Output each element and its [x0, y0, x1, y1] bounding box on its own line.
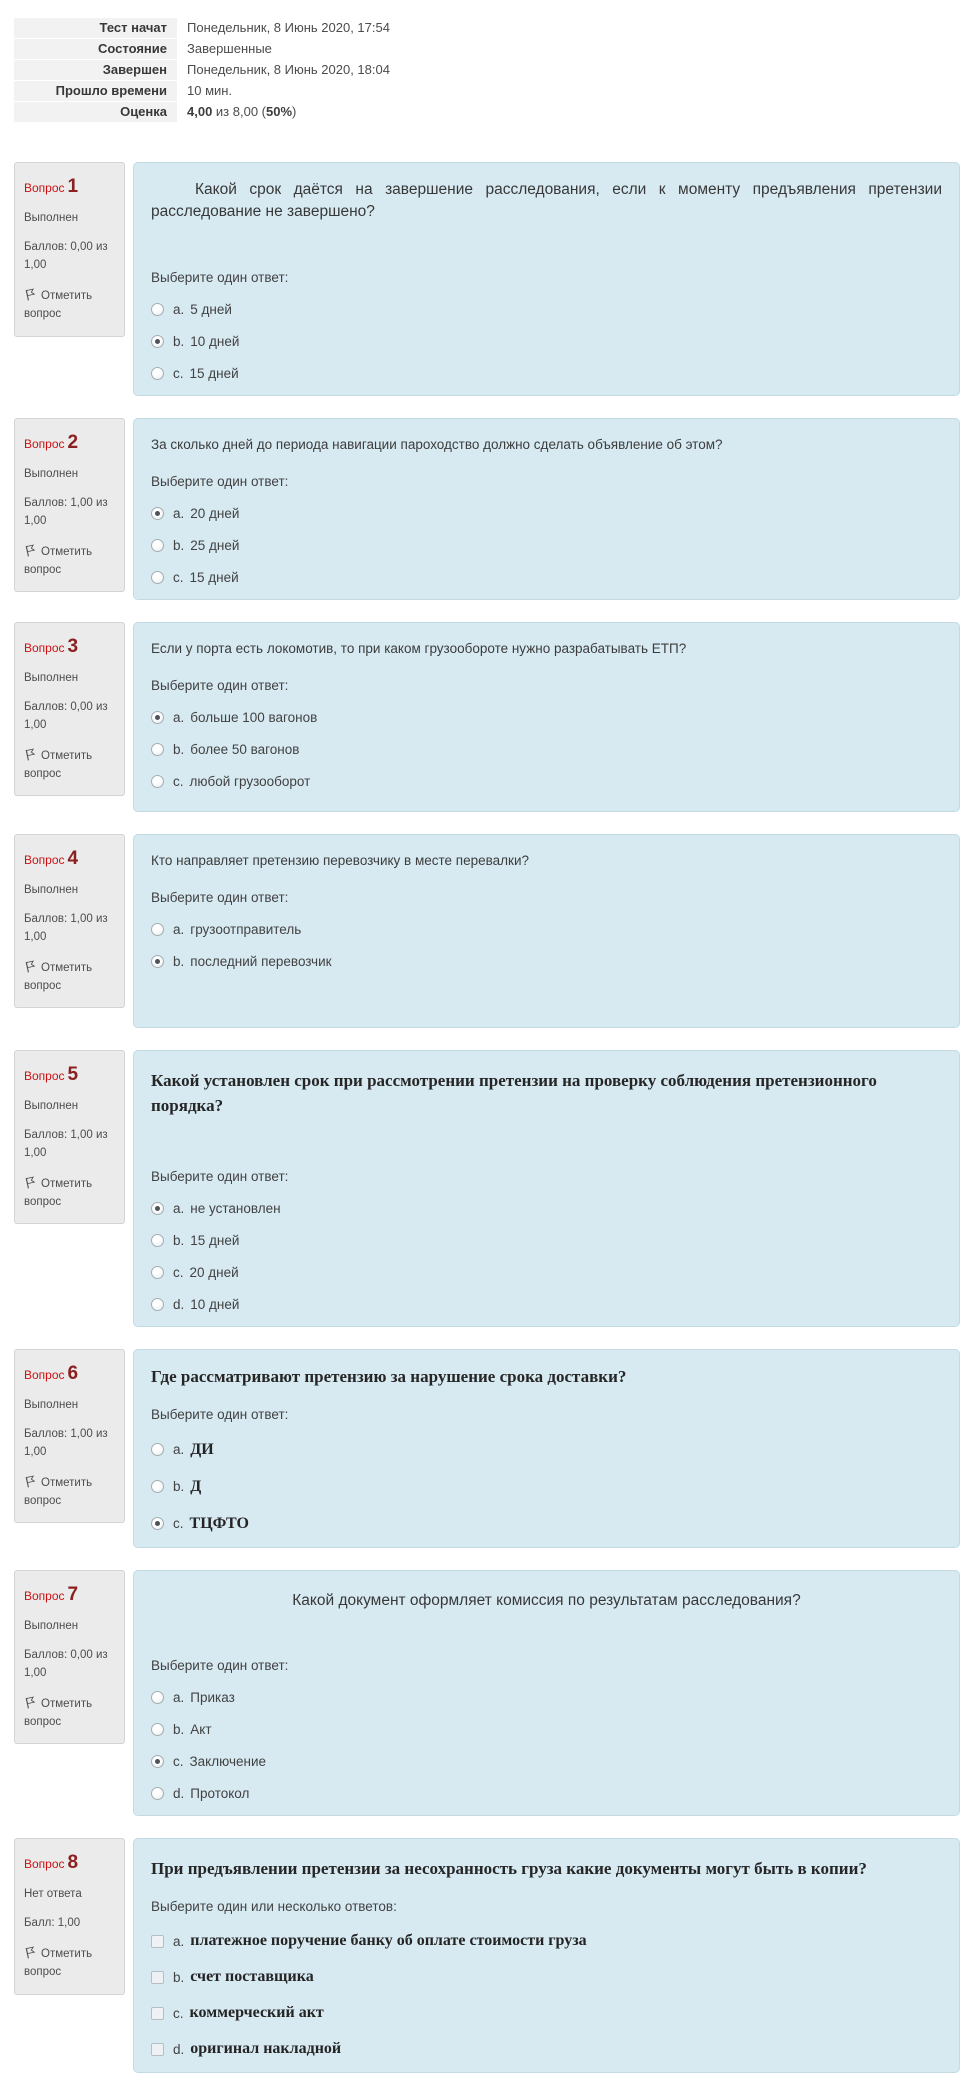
- option-letter: c.: [173, 1753, 184, 1769]
- flag-label: Отметить вопрос: [24, 749, 93, 780]
- question-info-panel: [14, 418, 125, 593]
- answer-prompt: Выберите один ответ:: [151, 1406, 289, 1422]
- radio-icon[interactable]: [151, 955, 164, 968]
- question-number: 5: [67, 1063, 79, 1085]
- answer-option: [151, 334, 942, 349]
- summary-value: Понедельник, 8 Июнь 2020, 17:54: [187, 20, 390, 35]
- radio-icon[interactable]: [151, 335, 164, 348]
- option-letter: c.: [173, 569, 184, 585]
- summary-row: [14, 81, 964, 101]
- summary-row: [14, 39, 964, 59]
- answer-prompt: Выберите один ответ:: [151, 677, 289, 693]
- flag-icon: [23, 959, 38, 974]
- answer-option: [151, 1690, 942, 1705]
- flag-icon: [23, 1175, 38, 1190]
- answer-option: [151, 538, 942, 553]
- question-number: 1: [67, 176, 79, 197]
- answer-prompt: Выберите один ответ:: [151, 473, 289, 489]
- question-number-heading: [24, 1359, 116, 1388]
- questions-list: [14, 162, 960, 2073]
- options-list: [151, 710, 942, 789]
- flag-label: Отметить вопрос: [24, 1948, 93, 1978]
- answer-option: [151, 922, 942, 937]
- option-letter: c.: [173, 2005, 184, 2021]
- option-text[interactable]: более 50 вагонов: [190, 741, 300, 757]
- question-content: [133, 1349, 960, 1548]
- question-block: [14, 1570, 960, 1816]
- flag-label: Отметить вопрос: [24, 289, 93, 320]
- question-marks: Баллов: 1,00 из 1,00: [24, 1129, 108, 1159]
- option-text[interactable]: 20 дней: [190, 505, 240, 521]
- flag-question-link[interactable]: [24, 1946, 116, 1982]
- question-number: 8: [67, 1851, 79, 1873]
- answer-option: [151, 1478, 942, 1496]
- option-letter: d.: [173, 1296, 185, 1312]
- option-text[interactable]: Д: [190, 1477, 202, 1495]
- answer-option: [151, 742, 942, 757]
- flag-icon: [23, 1474, 38, 1489]
- summary-label: Состояние: [14, 39, 177, 59]
- question-text: Какой срок даётся на завершение расследования, если к моменту предъявления претензии расследование не завершено?: [151, 181, 942, 221]
- question-word: Вопрос: [24, 181, 65, 195]
- question-info-panel: [14, 1838, 125, 1995]
- question-content: [133, 162, 960, 396]
- flag-icon: [23, 747, 38, 762]
- radio-icon[interactable]: [151, 1691, 164, 1704]
- option-text[interactable]: 10 дней: [190, 1296, 240, 1312]
- options-list: [151, 1441, 942, 1533]
- option-letter: c.: [173, 773, 184, 789]
- answer-option: [151, 1786, 942, 1801]
- answer-option: [151, 506, 942, 521]
- option-letter: b.: [173, 741, 185, 757]
- question-marks: Баллов: 1,00 из 1,00: [24, 913, 108, 943]
- options-list: [151, 302, 942, 381]
- question-info-panel: [14, 622, 125, 797]
- attempt-summary: [14, 18, 964, 122]
- question-content: [133, 1050, 960, 1327]
- answer-prompt: Выберите один ответ:: [151, 1657, 289, 1673]
- flag-label: Отметить вопрос: [24, 1177, 93, 1208]
- question-text: Если у порта есть локомотив, то при каком грузообороте нужно разрабатывать ЕТП?: [151, 640, 687, 656]
- question-status: Выполнен: [24, 1399, 79, 1412]
- question-number-heading: [24, 844, 116, 873]
- question-status: Выполнен: [24, 1100, 79, 1113]
- option-text[interactable]: любой грузооборот: [189, 773, 311, 789]
- summary-row: [14, 60, 964, 80]
- summary-label: Завершен: [14, 60, 177, 80]
- answer-option: [151, 1265, 942, 1280]
- option-text[interactable]: 15 дней: [189, 569, 239, 585]
- question-word: Вопрос: [24, 1068, 65, 1083]
- answer-option: [151, 1441, 942, 1459]
- question-text: Где рассматривают претензию за нарушение срока доставки?: [151, 1366, 627, 1386]
- option-letter: a.: [173, 921, 185, 937]
- question-marks: Баллов: 0,00 из 1,00: [24, 241, 108, 272]
- radio-icon[interactable]: [151, 303, 164, 316]
- radio-icon[interactable]: [151, 367, 164, 380]
- question-text: При предъявлении претензии за несохранность груза какие документы могут быть в копии?: [151, 1858, 867, 1878]
- radio-icon[interactable]: [151, 1755, 164, 1768]
- options-list: [151, 1201, 942, 1312]
- option-text[interactable]: Акт: [190, 1721, 212, 1737]
- flag-label: Отметить вопрос: [24, 1476, 93, 1507]
- question-status: Выполнен: [24, 212, 79, 225]
- question-number-heading: [24, 1580, 116, 1609]
- option-letter: a.: [173, 709, 185, 725]
- answer-option: [151, 1297, 942, 1312]
- question-number: 6: [67, 1362, 79, 1384]
- question-content: [133, 622, 960, 812]
- answer-prompt: Выберите один ответ:: [151, 889, 289, 905]
- options-list: [151, 922, 942, 969]
- question-block: [14, 162, 960, 396]
- radio-icon[interactable]: [151, 507, 164, 520]
- question-text: Какой документ оформляет комиссия по результатам расследования?: [292, 1591, 801, 1609]
- flag-question-link[interactable]: [24, 1176, 116, 1212]
- question-content: [133, 1838, 960, 2074]
- option-text[interactable]: больше 100 вагонов: [190, 709, 318, 725]
- option-letter: b.: [173, 1721, 185, 1737]
- option-text[interactable]: оригинал накладной: [190, 2040, 342, 2058]
- option-text[interactable]: счет поставщика: [190, 1968, 314, 1986]
- question-content: [133, 834, 960, 1028]
- question-number-heading: [24, 632, 116, 661]
- question-number-heading: [24, 1060, 116, 1089]
- radio-icon[interactable]: [151, 1517, 164, 1530]
- answer-option: [151, 570, 942, 585]
- summary-value: Завершенные: [187, 41, 272, 56]
- option-letter: c.: [173, 1264, 184, 1280]
- question-block: [14, 418, 960, 600]
- option-letter: b.: [173, 333, 185, 349]
- options-list: [151, 1690, 942, 1801]
- option-letter: a.: [173, 1933, 185, 1949]
- option-text[interactable]: ТЦФТО: [189, 1514, 249, 1532]
- answer-prompt: Выберите один ответ:: [151, 269, 289, 285]
- flag-label: Отметить вопрос: [24, 545, 93, 576]
- flag-icon: [23, 287, 38, 302]
- radio-icon[interactable]: [151, 923, 164, 936]
- answer-option: [151, 1515, 942, 1533]
- option-text[interactable]: платежное поручение банку об оплате стоимости груза: [190, 1932, 587, 1950]
- option-letter: b.: [173, 1232, 185, 1248]
- answer-option: [151, 1754, 942, 1769]
- question-number: 4: [67, 847, 79, 869]
- option-text[interactable]: 15 дней: [190, 1232, 240, 1248]
- flag-question-link[interactable]: [24, 1475, 116, 1511]
- question-word: Вопрос: [24, 852, 65, 867]
- question-info-panel: [14, 1050, 125, 1225]
- question-word: Вопрос: [24, 1367, 65, 1382]
- checkbox-icon[interactable]: [151, 2043, 164, 2056]
- option-letter: b.: [173, 1969, 185, 1985]
- flag-icon: [23, 543, 38, 558]
- question-number-heading: [24, 1848, 116, 1877]
- option-letter: d.: [173, 2041, 185, 2057]
- option-letter: c.: [173, 1516, 184, 1532]
- flag-question-link[interactable]: [24, 288, 116, 324]
- question-marks: Баллов: 0,00 из 1,00: [24, 1649, 108, 1679]
- question-info-panel: [14, 834, 125, 1009]
- summary-row: [14, 102, 964, 122]
- question-info-panel: [14, 1349, 125, 1524]
- summary-label: Прошло времени: [14, 81, 177, 101]
- question-status: Выполнен: [24, 1620, 79, 1633]
- option-letter: a.: [173, 1689, 185, 1705]
- option-text[interactable]: Протокол: [190, 1785, 250, 1801]
- question-info-panel: [14, 162, 125, 337]
- radio-icon[interactable]: [151, 539, 164, 552]
- answer-option: [151, 774, 942, 789]
- summary-label: Тест начат: [14, 18, 177, 38]
- option-letter: b.: [173, 1479, 185, 1495]
- option-text[interactable]: коммерческий акт: [189, 2004, 324, 2022]
- option-text[interactable]: 20 дней: [189, 1264, 239, 1280]
- question-status: Выполнен: [24, 672, 79, 685]
- summary-row: [14, 18, 964, 38]
- flag-question-link[interactable]: [24, 748, 116, 784]
- summary-value: 10 мин.: [187, 83, 233, 98]
- question-number: 3: [67, 635, 79, 657]
- question-status: Выполнен: [24, 884, 79, 897]
- answer-prompt: Выберите один ответ:: [151, 1168, 289, 1184]
- option-text[interactable]: ДИ: [190, 1440, 214, 1458]
- option-text[interactable]: Приказ: [190, 1689, 235, 1705]
- option-letter: c.: [173, 365, 184, 381]
- option-letter: b.: [173, 537, 185, 553]
- answer-option: [151, 1201, 942, 1216]
- radio-icon[interactable]: [151, 775, 164, 788]
- question-block: [14, 1838, 960, 2074]
- question-marks: Балл: 1,00: [24, 1917, 81, 1930]
- option-letter: a.: [173, 1200, 185, 1216]
- option-text[interactable]: 10 дней: [190, 333, 240, 349]
- question-number-heading: [24, 172, 116, 201]
- answer-option: [151, 2040, 942, 2058]
- option-text[interactable]: последний перевозчик: [190, 953, 332, 969]
- checkbox-icon[interactable]: [151, 1971, 164, 1984]
- question-text: Кто направляет претензию перевозчику в месте перевалки?: [151, 852, 529, 868]
- question-word: Вопрос: [24, 436, 65, 451]
- radio-icon[interactable]: [151, 1443, 164, 1456]
- summary-label: Оценка: [14, 102, 177, 122]
- answer-prompt: Выберите один или несколько ответов:: [151, 1899, 397, 1915]
- question-content: [133, 418, 960, 600]
- question-status: Нет ответа: [24, 1888, 82, 1901]
- radio-icon[interactable]: [151, 711, 164, 724]
- answer-option: [151, 1233, 942, 1248]
- radio-icon[interactable]: [151, 743, 164, 756]
- question-marks: Баллов: 0,00 из 1,00: [24, 701, 108, 731]
- flag-icon: [23, 1945, 38, 1960]
- question-block: [14, 622, 960, 812]
- question-number: 7: [67, 1583, 79, 1605]
- option-letter: a.: [173, 1442, 185, 1458]
- option-letter: d.: [173, 1785, 185, 1801]
- summary-value: Понедельник, 8 Июнь 2020, 18:04: [187, 62, 390, 77]
- question-word: Вопрос: [24, 1588, 65, 1603]
- question-word: Вопрос: [24, 1856, 65, 1871]
- answer-option: [151, 366, 942, 381]
- question-word: Вопрос: [24, 640, 65, 655]
- radio-icon[interactable]: [151, 571, 164, 584]
- option-text[interactable]: Заключение: [189, 1753, 266, 1769]
- question-number-heading: [24, 428, 116, 457]
- answer-option: [151, 710, 942, 725]
- radio-icon[interactable]: [151, 1480, 164, 1493]
- answer-option: [151, 2004, 942, 2022]
- question-status: Выполнен: [24, 468, 79, 481]
- radio-icon[interactable]: [151, 1787, 164, 1800]
- answer-option: [151, 1722, 942, 1737]
- flag-question-link[interactable]: [24, 1696, 116, 1732]
- option-text[interactable]: 15 дней: [189, 365, 239, 381]
- flag-question-link[interactable]: [24, 544, 116, 580]
- question-info-panel: [14, 1570, 125, 1745]
- flag-question-link[interactable]: [24, 960, 116, 996]
- question-marks: Баллов: 1,00 из 1,00: [24, 497, 108, 527]
- option-text[interactable]: 25 дней: [190, 537, 240, 553]
- question-block: [14, 1349, 960, 1548]
- option-letter: a.: [173, 505, 185, 521]
- answer-option: [151, 1968, 942, 1986]
- answer-option: [151, 954, 942, 969]
- question-block: [14, 1050, 960, 1327]
- radio-icon[interactable]: [151, 1298, 164, 1311]
- answer-option: [151, 1932, 942, 1950]
- flag-label: Отметить вопрос: [24, 961, 93, 992]
- radio-icon[interactable]: [151, 1723, 164, 1736]
- question-marks: Баллов: 1,00 из 1,00: [24, 1428, 108, 1458]
- flag-icon: [23, 1695, 38, 1710]
- summary-grade: 4,00 из 8,00 (50%): [187, 104, 297, 119]
- option-text[interactable]: 5 дней: [190, 301, 232, 317]
- radio-icon[interactable]: [151, 1202, 164, 1215]
- question-text: За сколько дней до периода навигации пароходство должно сделать объявление об этом?: [151, 436, 723, 452]
- checkbox-icon[interactable]: [151, 2007, 164, 2020]
- question-block: [14, 834, 960, 1028]
- question-number: 2: [67, 431, 79, 453]
- answer-option: [151, 302, 942, 317]
- options-list: [151, 1932, 942, 2058]
- options-list: [151, 506, 942, 585]
- radio-icon[interactable]: [151, 1234, 164, 1247]
- question-content: [133, 1570, 960, 1816]
- option-text[interactable]: не установлен: [190, 1200, 281, 1216]
- checkbox-icon[interactable]: [151, 1935, 164, 1948]
- radio-icon[interactable]: [151, 1266, 164, 1279]
- question-text: Какой установлен срок при рассмотрении претензии на проверку соблюдения претензионного порядка?: [151, 1070, 877, 1116]
- option-letter: b.: [173, 953, 185, 969]
- option-text[interactable]: грузоотправитель: [190, 921, 302, 937]
- flag-label: Отметить вопрос: [24, 1697, 93, 1728]
- option-letter: a.: [173, 301, 185, 317]
